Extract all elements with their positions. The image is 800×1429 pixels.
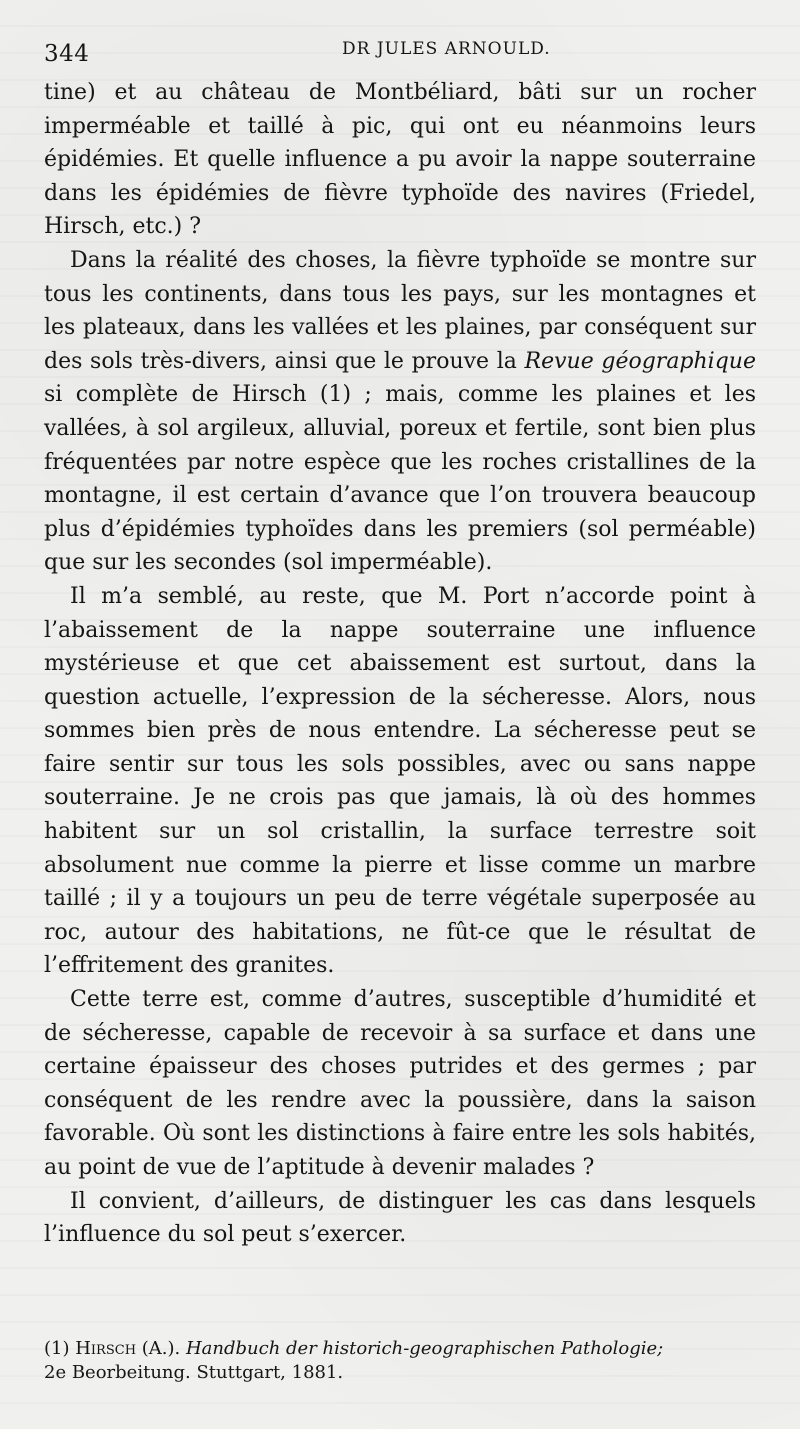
- body-text: [44, 76, 756, 1252]
- text-segment: Il m’a semblé, au reste, que M. Port n’accorde point à l’abaissement de la nappe souterraine une influence mystérieuse et que cet abaissement est surtout, dans la question actuelle, l’expression de la sécheresse. Alors, nous sommes bien près de nous entendre. La sécheresse peut se faire sentir sur tous les sols possibles, avec ou sans nappe souterraine. Je ne crois pas que jamais, là où des hommes habitent sur un sol cristallin, la surface terrestre soit absolument nue comme la pierre et lisse comme un marbre taillé ; il y a toujours un peu de terre végétale superposée au roc, autour des habitations, ne fût-ce que le résultat de l’effritement des granites.: [44, 583, 756, 979]
- text-segment: Il convient, d’ailleurs, de distinguer les cas dans lesquels l’influence du sol peut s’exercer.: [44, 1188, 756, 1248]
- italic-text: Revue géographique: [524, 348, 756, 374]
- footnote-edition: 2e Beorbeitung. Stuttgart, 1881.: [44, 1362, 344, 1383]
- text-segment: Dans la réalité des choses, la fièvre typhoïde se montre sur tous les continents, dans tous les pays, sur les montagnes et les plateaux, dans les vallées et les plaines, par conséquent sur des sols très-divers, ainsi que le prouve la: [44, 247, 756, 374]
- page-header: [44, 36, 756, 68]
- footnote-title: Handbuch der historich-geographischen Pathologie;: [180, 1338, 664, 1359]
- text-segment: si complète de Hirsch (1) ; mais, comme les plaines et les vallées, à sol argileux, alluvial, poreux et fertile, sont bien plus fréquentées par notre espèce que les roches cristallines de la montagne, il est certain d’avance que l’on trouvera beaucoup plus d’épidémies typhoïdes dans les premiers (sol perméable) que sur les secondes (sol imperméable).: [44, 382, 756, 576]
- paragraph: [44, 76, 756, 244]
- footnote-marker: (1): [44, 1338, 76, 1359]
- footnote-author: Hirsch (A.).: [75, 1338, 181, 1359]
- footnote: [44, 1337, 756, 1385]
- text-segment: Cette terre est, comme d’autres, susceptible d’humidité et de sécheresse, capable de recevoir à sa surface et dans une certaine épaisseur des choses putrides et des germes ; par conséquent de les rendre avec la poussière, dans la saison favorable. Où sont les distinctions à faire entre les sols habités, au point de vue de l’aptitude à devenir malades ?: [44, 987, 756, 1180]
- paragraph: [44, 580, 756, 983]
- text-segment: tine) et au château de Montbéliard, bâti sur un rocher imperméable et taillé à pic, qui ont eu néanmoins leurs épidémies. Et quelle influence a pu avoir la nappe souterraine dans les épidémies de fièvre typhoïde des navires (Friedel, Hirsch, etc.) ?: [44, 80, 756, 240]
- page-number: 344: [44, 41, 90, 67]
- running-head: DR JULES ARNOULD.: [342, 39, 551, 59]
- paragraph: [44, 244, 756, 580]
- paragraph: [44, 983, 756, 1185]
- paragraph: [44, 1185, 756, 1252]
